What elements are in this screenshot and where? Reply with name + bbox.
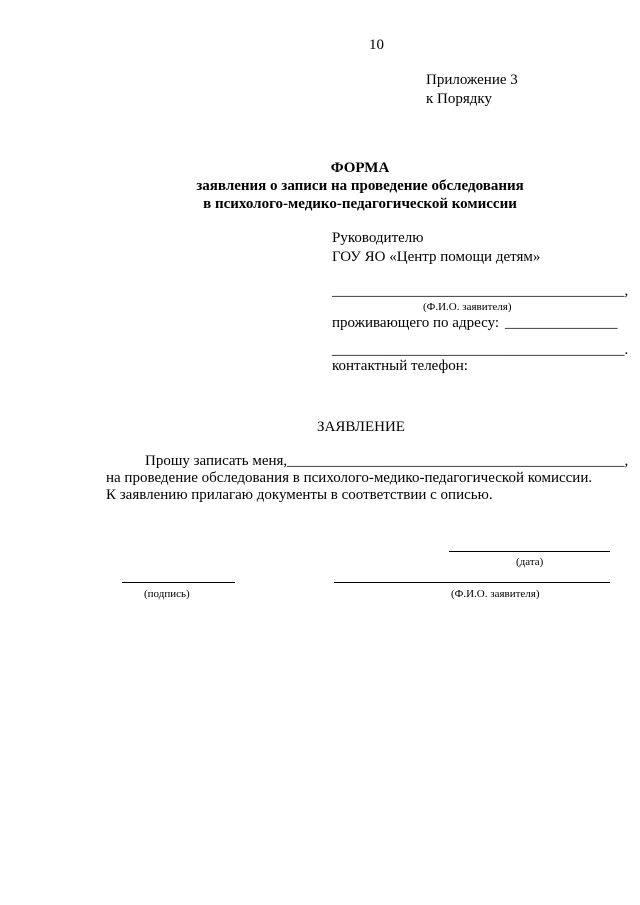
statement-request: Прошу записать меня, — [145, 453, 288, 469]
appendix-line-1: Приложение 3 — [426, 72, 518, 88]
addressee-line-2: ГОУ ЯО «Центр помощи детям» — [332, 249, 541, 265]
name-caption: (Ф.И.О. заявителя) — [451, 588, 540, 600]
form-title: ФОРМА — [330, 160, 390, 176]
address-blank-2: _______________________________________. — [332, 342, 629, 358]
form-subtitle-2: в психолого-медико-педагогической комиссии — [203, 196, 517, 212]
signature-caption: (подпись) — [144, 588, 190, 600]
signature-line — [122, 582, 235, 583]
date-caption: (дата) — [516, 556, 544, 568]
applicant-name-caption: (Ф.И.О. заявителя) — [423, 301, 512, 313]
statement-attachments: К заявлению прилагаю документы в соответствии с описью. — [106, 487, 493, 503]
name-line — [334, 582, 610, 583]
statement-heading: ЗАЯВЛЕНИЕ — [317, 419, 405, 435]
form-subtitle-1: заявления о записи на проведение обследования — [196, 178, 524, 194]
appendix-line-2: к Порядку — [426, 91, 492, 107]
address-blank: _______________ — [505, 315, 618, 331]
page-number: 10 — [369, 37, 384, 53]
statement-purpose: на проведение обследования в психолого-медико-педагогической комиссии. — [106, 470, 593, 486]
address-label: проживающего по адресу: — [332, 315, 500, 331]
phone-label: контактный телефон: — [332, 358, 468, 374]
statement-name-blank: _____________________________________________, — [287, 453, 629, 469]
applicant-name-blank: _______________________________________, — [332, 283, 629, 299]
date-line — [449, 551, 610, 552]
addressee-line-1: Руководителю — [332, 230, 424, 246]
